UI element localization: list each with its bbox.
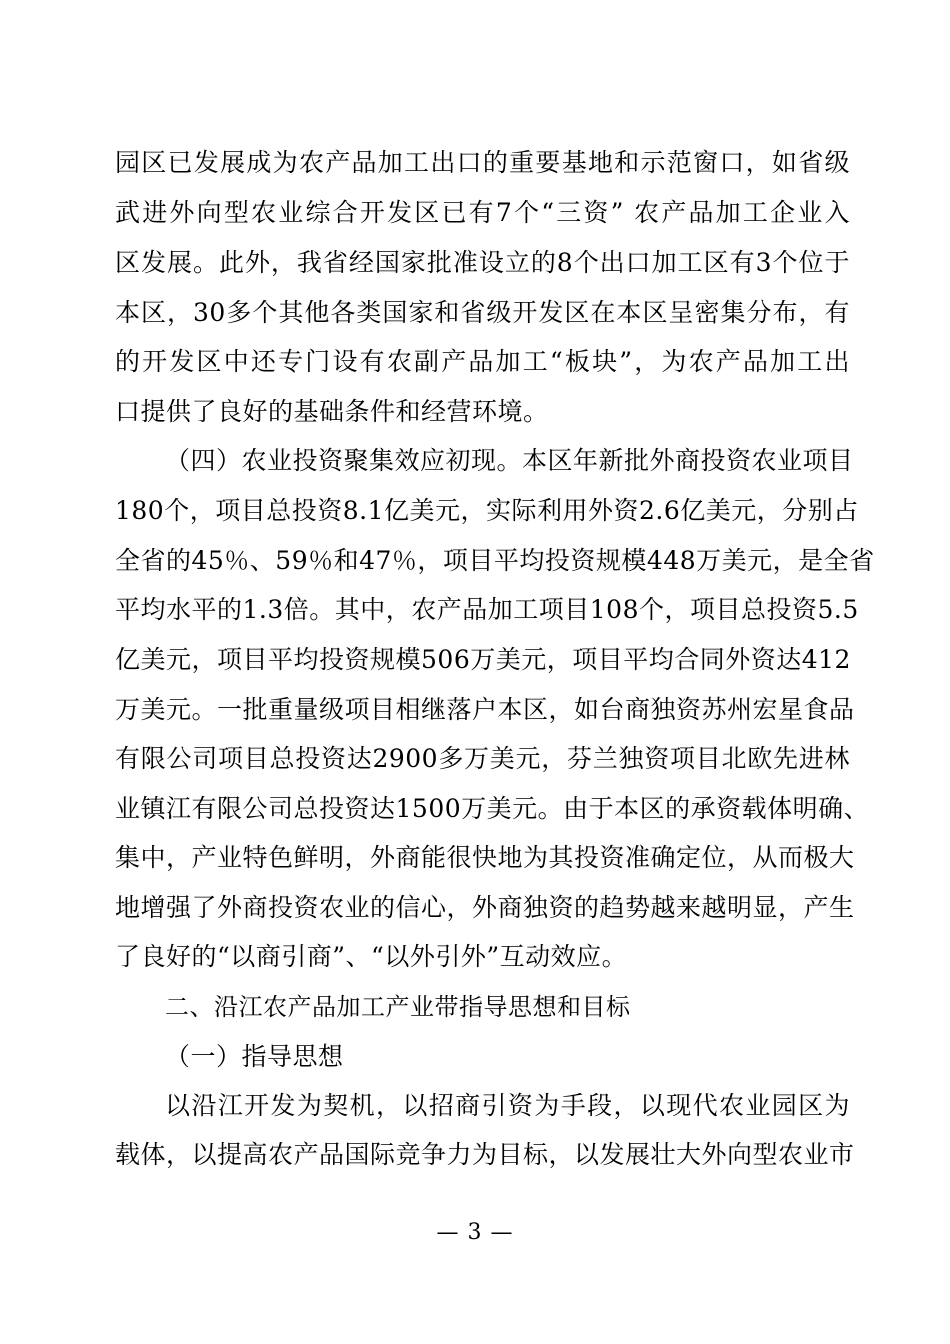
body-text-line: 集中，产业特色鲜明，外商能很快地为其投资准确定位，从而极大 <box>115 843 855 872</box>
body-text-line: 武进外向型农业综合开发区已有7个“三资” 农产品加工企业入 <box>115 198 850 227</box>
body-text-line: 的开发区中还专门设有农副产品加工“板块”，为农产品加工出 <box>115 347 850 376</box>
body-text-line: 本区，30多个其他各类国家和省级开发区在本区呈密集分布，有 <box>115 298 850 327</box>
body-text-line: 180个，项目总投资8.1亿美元，实际利用外资2.6亿美元，分别占 <box>115 496 859 525</box>
body-text-line: 载体，以提高农产品国际竞争力为目标，以发展壮大外向型农业市 <box>115 1140 855 1169</box>
body-text-line: 有限公司项目总投资达2900多万美元，芬兰独资项目北欧先进林 <box>115 744 850 773</box>
body-text-line: 平均水平的1.3倍。其中，农产品加工项目108个，项目总投资5.5 <box>115 595 859 624</box>
section-heading-paragraph: （四）农业投资聚集效应初现。本区年新批外商投资农业项目 <box>165 446 854 475</box>
page-number: — 3 — <box>436 1220 514 1245</box>
body-text-line: 园区已发展成为农产品加工出口的重要基地和示范窗口，如省级 <box>115 148 850 177</box>
body-text-line: 业镇江有限公司总投资达1500万美元。由于本区的承资载体明确、 <box>115 794 870 823</box>
body-text-line: 区发展。此外，我省经国家批准设立的8个出口加工区有3个位于 <box>115 248 850 277</box>
body-text-line: 万美元。一批重量级项目相继落户本区，如台商独资苏州宏星食品 <box>115 695 855 724</box>
body-text-line: 全省的45％、59％和47％，项目平均投资规模448万美元，是全省 <box>115 546 875 575</box>
body-text-line: 口提供了良好的基础条件和经营环境。 <box>115 397 549 426</box>
subsection-heading: （一）指导思想 <box>165 1042 344 1071</box>
body-text-line: 以沿江开发为契机，以招商引资为手段，以现代农业园区为 <box>165 1091 850 1120</box>
body-text-line: 亿美元，项目平均投资规模506万美元，项目平均合同外资达412 <box>115 645 851 674</box>
chapter-heading: 二、沿江农产品加工产业带指导思想和目标 <box>165 993 631 1021</box>
body-text-line: 地增强了外商投资农业的信心，外商独资的趋势越来越明显，产生 <box>115 893 855 922</box>
body-text-line: 了良好的“以商引商”、“以外引外”互动效应。 <box>115 942 628 971</box>
